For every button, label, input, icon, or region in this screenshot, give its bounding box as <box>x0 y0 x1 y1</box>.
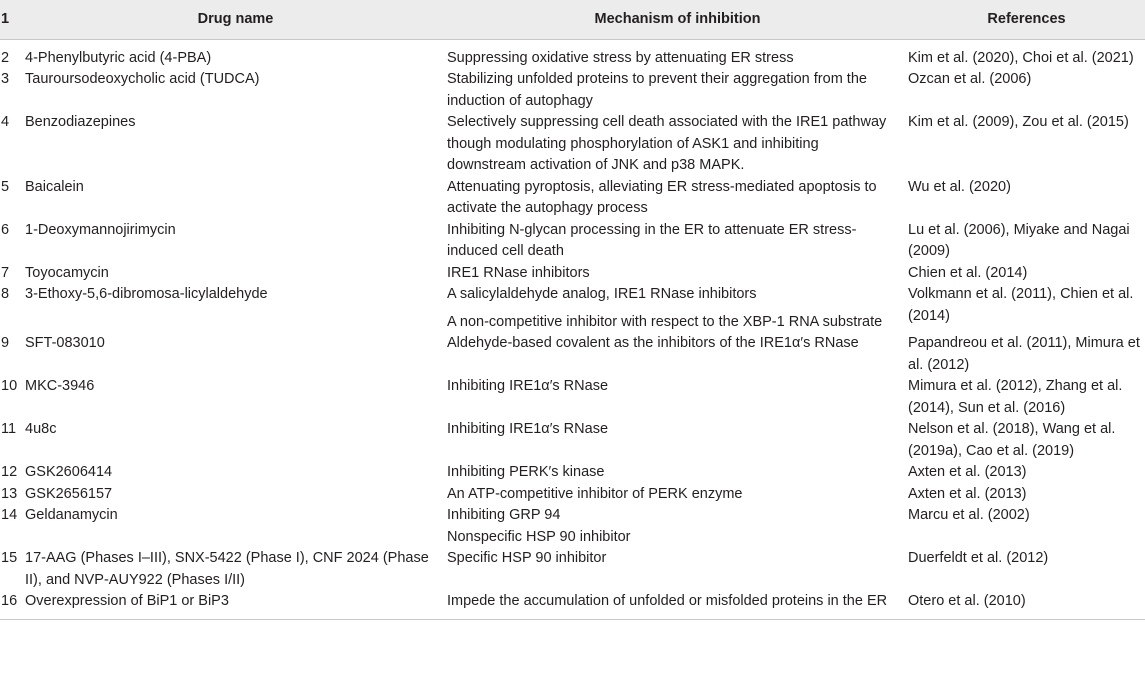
row-num: 12 <box>1 464 18 480</box>
mechanism-cell: Suppressing oxidative stress by attenuating ER stress <box>447 49 794 66</box>
mechanism-line: A salicylaldehyde analog, IRE1 RNase inhibitors <box>447 286 757 302</box>
mechanism-cell: Inhibiting IRE1α′s RNase <box>447 421 609 437</box>
table-row <box>0 263 1145 285</box>
row-num: 4 <box>1 114 10 130</box>
drug-name-cell: SFT-083010 <box>25 335 105 351</box>
references-cell: Kim et al. (2009), Zou et al. (2015) <box>908 114 1129 130</box>
mechanism-cell: Inhibiting PERK′s kinase <box>447 464 605 480</box>
table-row <box>0 548 1145 591</box>
row-num: 11 <box>1 421 17 437</box>
header-references: References <box>908 0 1145 39</box>
table-header <box>0 0 1145 39</box>
table-row <box>0 39 1145 69</box>
drug-name-cell: Toyocamycin <box>25 264 109 281</box>
row-num: 9 <box>1 335 10 351</box>
table-row <box>0 333 1145 376</box>
table-row <box>0 220 1145 263</box>
references-cell: Papandreou et al. (2011), Mimura et al. (2012) <box>908 335 1140 373</box>
table-row <box>0 505 1145 548</box>
drug-name-cell: Baicalein <box>25 178 84 195</box>
row-num: 6 <box>1 221 10 238</box>
header-drug-name: Drug name <box>24 0 447 39</box>
mechanism-cell: Attenuating pyroptosis, alleviating ER stress-mediated apoptosis to activate the autophagy process <box>447 178 877 216</box>
table-bottom-rule <box>0 619 1145 620</box>
drug-name-cell: Overexpression of BiP1 or BiP3 <box>25 593 229 609</box>
table-row <box>0 484 1145 506</box>
references-cell: Volkmann et al. (2011), Chien et al. (2014) <box>908 286 1134 324</box>
mechanism-cell: Specific HSP 90 inhibitor <box>447 550 607 566</box>
row-num: 10 <box>1 378 18 394</box>
header-row <box>0 0 1145 39</box>
mechanism-cell: IRE1 RNase inhibitors <box>447 264 590 281</box>
row-num: 13 <box>1 485 18 502</box>
references-cell: Marcu et al. (2002) <box>908 507 1030 523</box>
row-num: 5 <box>1 178 10 195</box>
mechanism-cell: Inhibiting IRE1α′s RNase <box>447 378 609 394</box>
drug-name-cell: GSK2656157 <box>25 485 113 502</box>
drug-name-cell: Tauroursodeoxycholic acid (TUDCA) <box>25 71 260 87</box>
references-cell: Kim et al. (2020), Choi et al. (2021) <box>908 49 1134 66</box>
row-num: 15 <box>1 550 18 566</box>
references-cell: Axten et al. (2013) <box>908 485 1027 502</box>
header-num: 1 <box>0 0 24 39</box>
references-cell: Mimura et al. (2012), Zhang et al. (2014), Sun et al. (2016) <box>908 378 1123 416</box>
mechanism-line: Inhibiting GRP 94 <box>447 507 561 523</box>
table-row <box>0 419 1145 462</box>
table-row <box>0 284 1145 333</box>
table-row <box>0 462 1145 484</box>
references-cell: Otero et al. (2010) <box>908 593 1026 609</box>
mechanism-cell: An ATP-competitive inhibitor of PERK enzyme <box>447 485 743 502</box>
row-num: 14 <box>1 507 18 523</box>
drug-name-cell: GSK2606414 <box>25 464 113 480</box>
references-cell: Wu et al. (2020) <box>908 178 1011 195</box>
references-cell: Duerfeldt et al. (2012) <box>908 550 1049 566</box>
drug-name-cell: Geldanamycin <box>25 507 118 523</box>
drug-name-cell: 4-Phenylbutyric acid (4-PBA) <box>25 49 212 66</box>
mechanism-cell: Impede the accumulation of unfolded or misfolded proteins in the ER <box>447 593 888 609</box>
drug-name-cell: Benzodiazepines <box>25 114 136 130</box>
table-row <box>0 177 1145 220</box>
mechanism-cell <box>447 284 908 333</box>
references-cell: Chien et al. (2014) <box>908 264 1028 281</box>
row-num: 8 <box>1 286 10 302</box>
mechanism-cell: Aldehyde-based covalent as the inhibitors of the IRE1α′s RNase <box>447 335 859 351</box>
mechanism-cell: Inhibiting N-glycan processing in the ER to attenuate ER stress-induced cell death <box>447 221 857 259</box>
table-row <box>0 112 1145 177</box>
mechanism-cell: Stabilizing unfolded proteins to prevent their aggregation from the induction of autophagy <box>447 71 867 109</box>
table-row <box>0 591 1145 619</box>
table-body <box>0 39 1145 619</box>
references-cell: Ozcan et al. (2006) <box>908 71 1032 87</box>
drug-name-cell: MKC-3946 <box>25 378 95 394</box>
references-cell: Axten et al. (2013) <box>908 464 1027 480</box>
table-row <box>0 376 1145 419</box>
row-num: 3 <box>1 71 10 87</box>
drug-name-cell: 17-AAG (Phases I–III), SNX-5422 (Phase I), CNF 2024 (Phase II), and NVP-AUY922 (Phases I/II) <box>25 550 429 588</box>
drug-name-cell: 1-Deoxymannojirimycin <box>25 221 176 238</box>
table-row <box>0 69 1145 112</box>
mechanism-line-secondary: A non-competitive inhibitor with respect to the XBP-1 RNA substrate <box>447 313 883 330</box>
row-num: 2 <box>1 49 10 66</box>
mechanism-cell: Selectively suppressing cell death associated with the IRE1 pathway though modulating phosphorylation of ASK1 and inhibiting downstream activation of JNK and p38 MAPK. <box>447 114 887 173</box>
references-cell: Lu et al. (2006), Miyake and Nagai (2009) <box>908 221 1130 259</box>
header-mechanism: Mechanism of inhibition <box>447 0 908 39</box>
references-cell: Nelson et al. (2018), Wang et al. (2019a), Cao et al. (2019) <box>908 421 1116 459</box>
row-num: 7 <box>1 264 10 281</box>
mechanism-cell <box>447 505 908 548</box>
mechanism-line-secondary: Nonspecific HSP 90 inhibitor <box>447 528 631 545</box>
row-num: 16 <box>1 593 18 609</box>
drug-name-cell: 4u8c <box>25 421 57 437</box>
drug-name-cell: 3-Ethoxy-5,6-dibromosa-licylaldehyde <box>25 286 268 302</box>
